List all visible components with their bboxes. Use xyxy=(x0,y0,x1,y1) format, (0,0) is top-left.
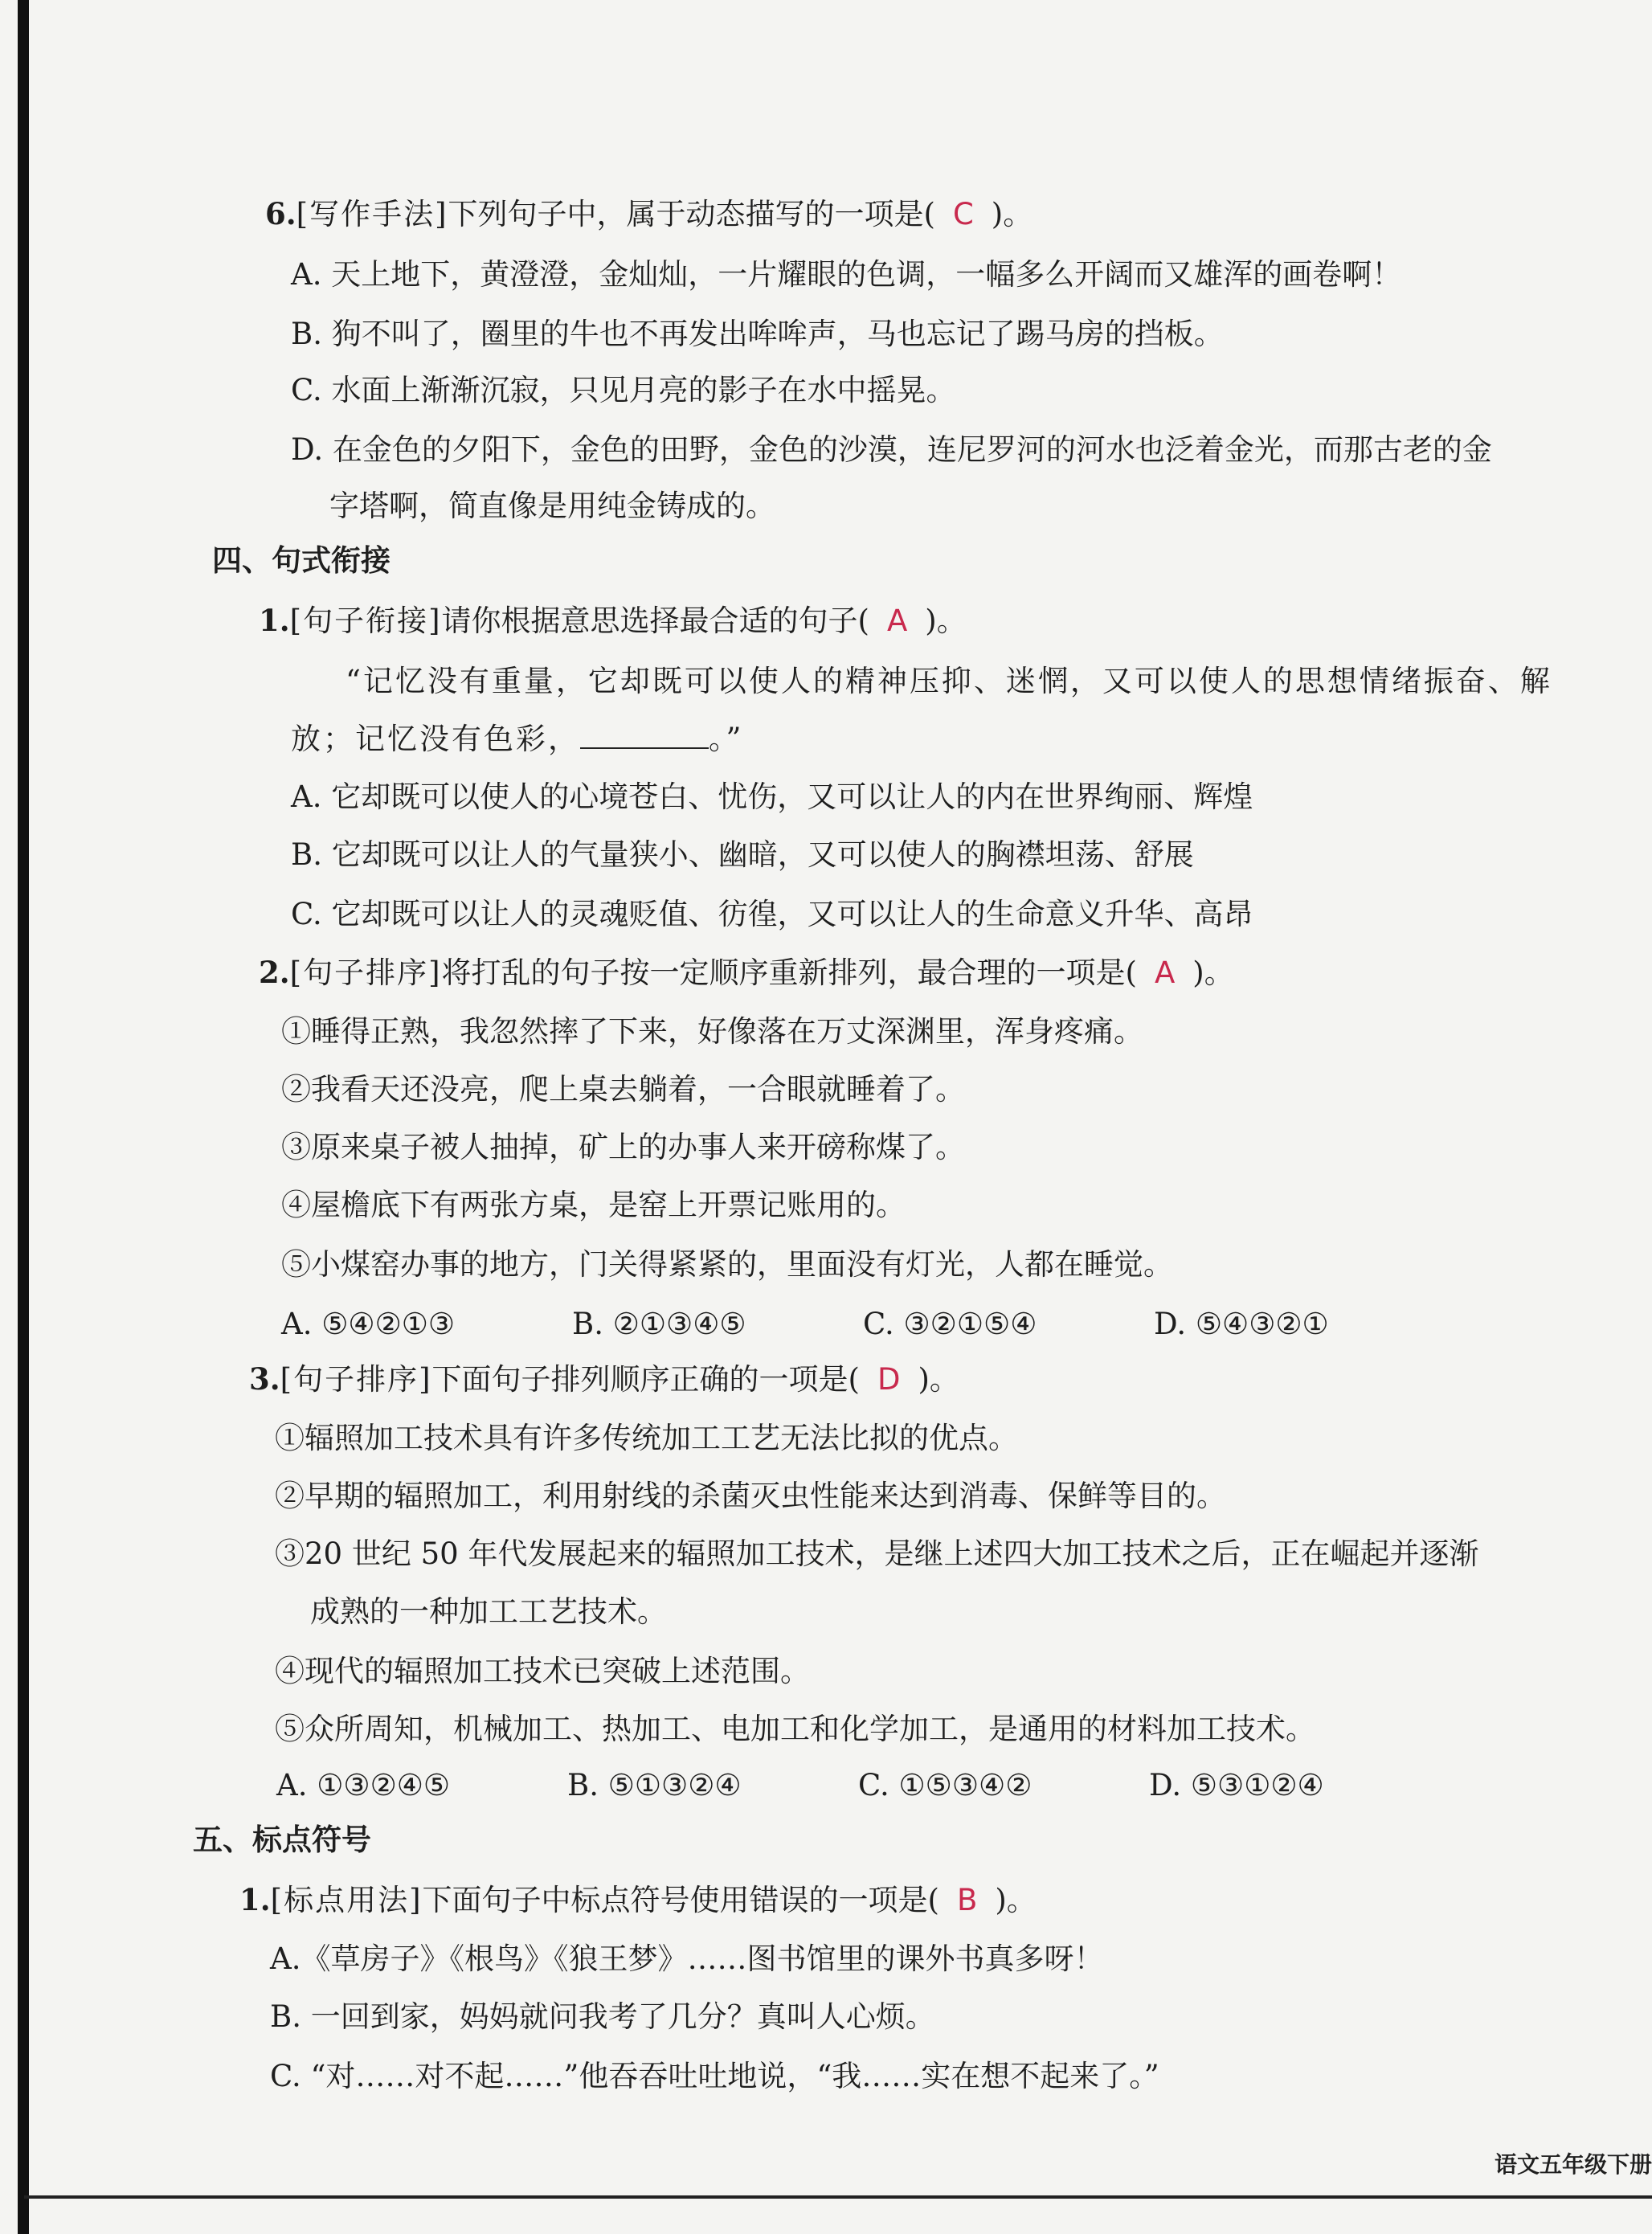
sentence-1: ①睡得正熟，我忽然摔了下来，好像落在万丈深渊里，浑身疼痛。 xyxy=(281,1014,1143,1049)
answer-mark: A xyxy=(1154,955,1176,990)
question-text: 请你根据意思选择最合适的句子( xyxy=(441,604,869,638)
option-c: C. 水面上渐渐沉寂，只见月亮的影子在水中摇晃。 xyxy=(291,373,956,407)
question-3-stem xyxy=(249,1360,959,1399)
sentence-4: ④现代的辐照加工技术已突破上述范围。 xyxy=(275,1654,810,1688)
answer-mark: D xyxy=(877,1362,901,1397)
sentence-2: ②我看天还没亮，爬上桌去躺着，一合眼就睡着了。 xyxy=(281,1072,965,1107)
sentence-3: ③原来桌子被人抽掉，矿上的办事人来开磅称煤了。 xyxy=(281,1130,965,1164)
question-number: 1. xyxy=(259,603,290,638)
quote-end: 。” xyxy=(709,722,744,756)
option-d-continued: 字塔啊，简直像是用纯金铸成的。 xyxy=(329,489,775,523)
question-number: 1. xyxy=(239,1882,271,1917)
question-text: 下面句子排列顺序正确的一项是( xyxy=(431,1362,860,1397)
section-title: 五、标点符号 xyxy=(193,1823,371,1857)
option-c: C. “对……对不起……”他吞吞吐吐地说，“我……实在想不起来了。” xyxy=(270,2059,1159,2093)
question-number: 3. xyxy=(249,1361,280,1397)
question-text: 将打乱的句子按一定顺序重新排列，最合理的一项是( xyxy=(441,955,1137,990)
sentence-2: ②早期的辐照加工，利用射线的杀菌灭虫性能来达到消毒、保鲜等目的。 xyxy=(275,1479,1226,1513)
question-text: 下面句子中标点符号使用错误的一项是( xyxy=(422,1883,939,1917)
option-a: A. 它却既可以使人的心境苍白、忧伤，又可以让人的内在世界绚丽、辉煌 xyxy=(291,779,1253,814)
question-end: )。 xyxy=(1192,955,1234,990)
choice-a: A. ①③②④⑤ xyxy=(276,1768,451,1802)
option-d: D. 在金色的夕阳下，金色的田野，金色的沙漠，连尼罗河的河水也泛着金光，而那古老的金 xyxy=(291,432,1492,467)
quote-text: 放；记忆没有色彩， xyxy=(291,722,580,756)
option-a: A.《草房子》《根鸟》《狼王梦》……图书馆里的课外书真多呀！ xyxy=(270,1941,1104,1976)
page-bottom-rule xyxy=(24,2195,1652,2199)
question-1-stem xyxy=(239,1880,1037,1920)
question-2-stem xyxy=(259,953,1234,992)
question-tag: [句子排序] xyxy=(289,955,442,990)
sentence-3-continued: 成熟的一种加工工艺技术。 xyxy=(310,1594,667,1629)
page-footer-label: 语文五年级下册 xyxy=(1494,2151,1652,2178)
section-title: 四、句式衔接 xyxy=(212,543,391,578)
question-tag: [标点用法] xyxy=(270,1883,423,1917)
option-b: B. 一回到家，妈妈就问我考了几分？真叫人心烦。 xyxy=(270,1999,935,2034)
option-a: A. 天上地下，黄澄澄，金灿灿，一片耀眼的色调，一幅多么开阔而又雄浑的画卷啊！ xyxy=(291,257,1402,292)
sentence-5: ⑤众所周知，机械加工、热加工、电加工和化学加工，是通用的材料加工技术。 xyxy=(275,1712,1315,1746)
sentence-1: ①辐照加工技术具有许多传统加工工艺无法比拟的优点。 xyxy=(275,1421,1018,1455)
quote-line-1: “记忆没有重量，它却既可以使人的精神压抑、迷惘，又可以使人的思想情绪振奋、解 xyxy=(346,664,1552,698)
answer-mark: B xyxy=(956,1883,978,1917)
choice-d: D. ⑤④③②① xyxy=(1154,1307,1329,1341)
answer-mark: A xyxy=(886,604,908,638)
choice-a: A. ⑤④②①③ xyxy=(281,1307,456,1341)
question-number: 2. xyxy=(259,955,290,990)
choice-d: D. ⑤③①②④ xyxy=(1149,1768,1324,1802)
choice-b: B. ②①③④⑤ xyxy=(572,1307,746,1341)
question-text: 下列句子中，属于动态描写的一项是( xyxy=(448,197,935,231)
question-number: 6. xyxy=(265,196,296,231)
sentence-4: ④屋檐底下有两张方桌，是窑上开票记账用的。 xyxy=(281,1188,906,1222)
choice-b: B. ⑤①③②④ xyxy=(567,1768,742,1802)
fill-blank xyxy=(580,723,709,749)
option-b: B. 狗不叫了，圈里的牛也不再发出哞哞声，马也忘记了踢马房的挡板。 xyxy=(291,317,1224,351)
option-b: B. 它却既可以让人的气量狭小、幽暗，又可以使人的胸襟坦荡、舒展 xyxy=(291,837,1194,872)
choice-c: C. ①⑤③④② xyxy=(858,1768,1032,1802)
quote-line-2 xyxy=(291,720,743,759)
question-6-stem xyxy=(265,194,1032,234)
option-c: C. 它却既可以让人的灵魂贬值、彷徨，又可以让人的生命意义升华、高昂 xyxy=(291,897,1253,931)
question-end: )。 xyxy=(918,1362,959,1397)
sentence-3: ③20 世纪 50 年代发展起来的辐照加工技术，是继上述四大加工技术之后，正在崛起并逐渐 xyxy=(275,1536,1479,1571)
question-tag: [句子排序] xyxy=(280,1362,432,1397)
question-end: )。 xyxy=(991,197,1033,231)
question-1-stem xyxy=(259,601,967,640)
choice-c: C. ③②①⑤④ xyxy=(863,1307,1037,1341)
answer-mark: C xyxy=(952,197,974,231)
question-tag: [句子衔接] xyxy=(289,604,442,638)
question-end: )。 xyxy=(925,604,967,638)
binding-edge xyxy=(18,0,29,2234)
question-end: )。 xyxy=(995,1883,1037,1917)
sentence-5: ⑤小煤窑办事的地方，门关得紧紧的，里面没有灯光，人都在睡觉。 xyxy=(281,1247,1173,1282)
question-tag: [写作手法] xyxy=(296,197,448,231)
